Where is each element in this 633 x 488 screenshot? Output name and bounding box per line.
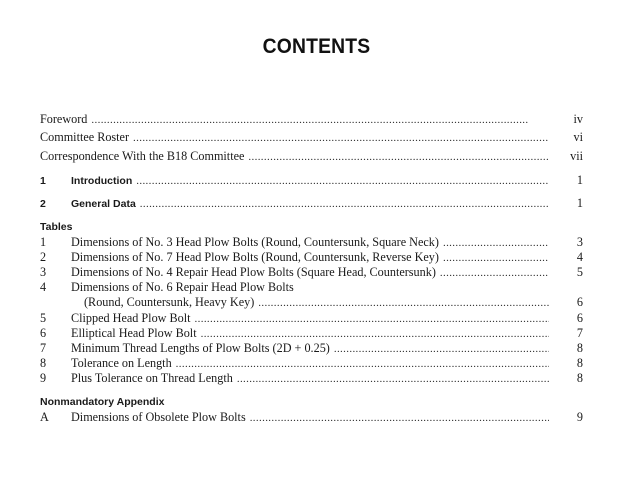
toc-entry-table-6[interactable] bbox=[40, 326, 583, 340]
toc-entry-table-2[interactable] bbox=[40, 250, 583, 264]
toc-label: Dimensions of No. 3 Head Plow Bolts (Round, Countersunk, Square Neck) bbox=[71, 235, 439, 249]
toc-number: 4 bbox=[40, 280, 47, 294]
toc-number: 5 bbox=[40, 311, 47, 325]
toc-leader bbox=[443, 251, 549, 265]
toc-leader bbox=[136, 174, 549, 188]
toc-label: Introduction bbox=[71, 175, 133, 187]
toc-label: Tolerance on Length bbox=[71, 356, 172, 370]
toc-entry-table-9[interactable] bbox=[40, 371, 583, 385]
toc-page: 8 bbox=[576, 371, 583, 385]
toc-entry-table-4[interactable] bbox=[40, 280, 583, 294]
toc-leader bbox=[250, 411, 549, 425]
toc-page: 8 bbox=[576, 356, 583, 370]
toc-leader bbox=[258, 296, 549, 310]
toc-number: 1 bbox=[40, 175, 46, 187]
toc-number: 1 bbox=[40, 235, 47, 249]
toc-page: 6 bbox=[576, 311, 583, 325]
toc-label: Elliptical Head Plow Bolt bbox=[71, 326, 197, 340]
page-title: CONTENTS bbox=[262, 35, 371, 58]
toc-label: Dimensions of Obsolete Plow Bolts bbox=[71, 410, 246, 424]
toc-label: Foreword bbox=[40, 112, 88, 126]
toc-page: 4 bbox=[576, 250, 583, 264]
toc-page: vi bbox=[573, 130, 583, 144]
toc-entry-table-1[interactable] bbox=[40, 235, 583, 249]
toc-number: 2 bbox=[40, 198, 46, 210]
toc-label: Minimum Thread Lengths of Plow Bolts (2D + 0.25) bbox=[71, 341, 330, 355]
toc-label: Correspondence With the B18 Committee bbox=[40, 149, 245, 163]
toc-number: 9 bbox=[40, 371, 47, 385]
toc-number: A bbox=[40, 410, 49, 424]
toc-entry-appendix-a[interactable] bbox=[40, 410, 583, 424]
toc-leader bbox=[440, 266, 549, 280]
toc-page: 7 bbox=[576, 326, 583, 340]
toc-leader bbox=[140, 197, 549, 211]
toc-page: 1 bbox=[576, 173, 583, 187]
toc-label: Dimensions of No. 7 Head Plow Bolts (Round, Countersunk, Reverse Key) bbox=[71, 250, 439, 264]
toc-page: 8 bbox=[576, 341, 583, 355]
toc-entry-table-3[interactable] bbox=[40, 265, 583, 279]
toc-entry-foreword[interactable] bbox=[40, 112, 583, 126]
toc-leader bbox=[133, 131, 549, 145]
toc-entry-table-8[interactable] bbox=[40, 356, 583, 370]
toc-entry-committee-roster[interactable] bbox=[40, 130, 583, 144]
toc-entry-table-5[interactable] bbox=[40, 311, 583, 325]
toc-label: General Data bbox=[71, 198, 136, 210]
tables-heading: Tables bbox=[40, 221, 73, 233]
toc-number: 3 bbox=[40, 265, 47, 279]
toc-label: Dimensions of No. 6 Repair Head Plow Bolts bbox=[71, 280, 294, 294]
toc-entry-correspondence[interactable] bbox=[40, 149, 583, 163]
toc-leader bbox=[334, 342, 549, 356]
toc-leader bbox=[195, 312, 549, 326]
toc-page: 1 bbox=[576, 196, 583, 210]
toc-label: Dimensions of No. 4 Repair Head Plow Bolts (Square Head, Countersunk) bbox=[71, 265, 436, 279]
toc-page: 9 bbox=[576, 410, 583, 424]
toc-label: Committee Roster bbox=[40, 130, 130, 144]
toc-page: 3 bbox=[576, 235, 583, 249]
toc-leader bbox=[201, 327, 549, 341]
toc-label: Clipped Head Plow Bolt bbox=[71, 311, 191, 325]
toc-leader bbox=[176, 357, 549, 371]
toc-page: 5 bbox=[576, 265, 583, 279]
toc-entry-section-1[interactable] bbox=[40, 173, 583, 187]
toc-entry-table-4-continued[interactable] bbox=[40, 295, 583, 309]
toc-entry-table-7[interactable] bbox=[40, 341, 583, 355]
toc-number: 6 bbox=[40, 326, 47, 340]
toc-leader bbox=[248, 150, 549, 164]
appendix-heading: Nonmandatory Appendix bbox=[40, 396, 165, 408]
toc-leader bbox=[237, 372, 549, 386]
toc-leader bbox=[443, 236, 549, 250]
toc-label: (Round, Countersunk, Heavy Key) bbox=[84, 295, 255, 309]
toc-number: 7 bbox=[40, 341, 47, 355]
toc-number: 2 bbox=[40, 250, 47, 264]
toc-leader bbox=[91, 113, 549, 127]
toc-label: Plus Tolerance on Thread Length bbox=[71, 371, 233, 385]
toc-page: vii bbox=[570, 149, 583, 163]
toc-page: iv bbox=[573, 112, 583, 126]
toc-entry-section-2[interactable] bbox=[40, 196, 583, 210]
toc-page: 6 bbox=[576, 295, 583, 309]
toc-number: 8 bbox=[40, 356, 47, 370]
